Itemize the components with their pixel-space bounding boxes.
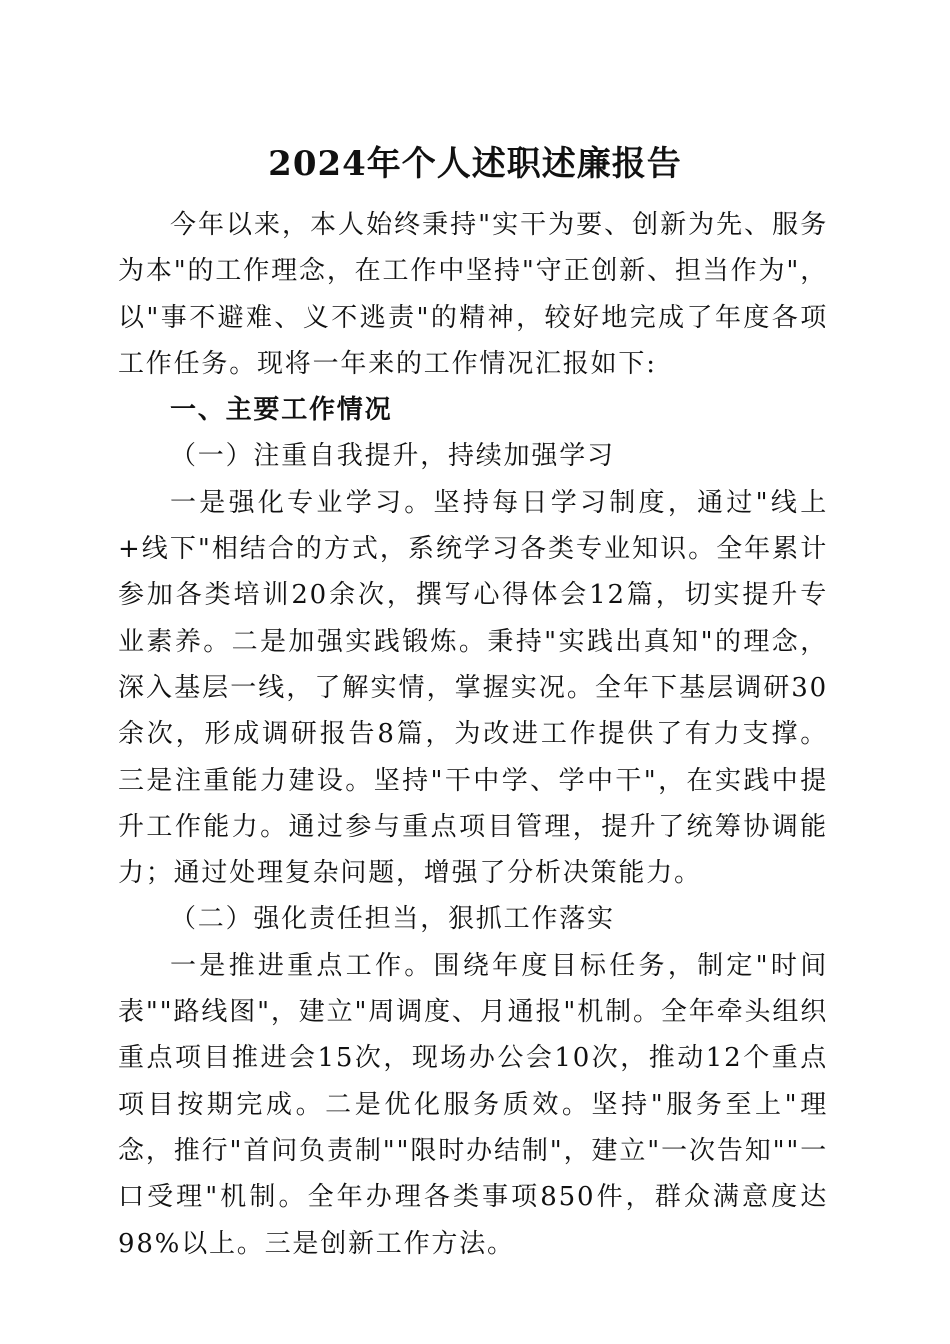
document-title: 2024年个人述职述廉报告	[268, 144, 682, 184]
document-body	[118, 202, 828, 1267]
paragraph-self-improvement: 一是强化专业学习。坚持每日学习制度，通过"线上+线下"相结合的方式，系统学习各类专业知识。全年累计参加各类培训20余次，撰写心得体会12篇，切实提升专业素养。二是加强实践锻炼。秉持"实践出真知"的理念，深入基层一线，了解实情，掌握实况。全年下基层调研30余次，形成调研报告8篇，为改进工作提供了有力支撑。三是注重能力建设。坚持"干中学、学中干"，在实践中提升工作能力。通过参与重点项目管理，提升了统筹协调能力；通过处理复杂问题，增强了分析决策能力。	[118, 487, 828, 889]
subsection-heading-responsibility: （二）强化责任担当，狠抓工作落实	[170, 904, 615, 935]
section-heading-main-work: 一、主要工作情况	[170, 395, 393, 426]
intro-paragraph: 今年以来，本人始终秉持"实干为要、创新为先、服务为本"的工作理念，在工作中坚持"守正创新、担当作为"，以"事不避难、义不逃责"的精神，较好地完成了年度各项工作任务。现将一年来的工作情况汇报如下:	[118, 210, 828, 379]
subsection-heading-self-improvement: （一）注重自我提升，持续加强学习	[170, 441, 615, 472]
paragraph-responsibility: 一是推进重点工作。围绕年度目标任务，制定"时间表""路线图"，建立"周调度、月通报"机制。全年牵头组织重点项目推进会15次，现场办公会10次，推动12个重点项目按期完成。二是优化服务质效。坚持"服务至上"理念，推行"首问负责制""限时办结制"，建立"一次告知""一口受理"机制。全年办理各类事项850件，群众满意度达98%以上。三是创新工作方法。	[118, 950, 828, 1259]
